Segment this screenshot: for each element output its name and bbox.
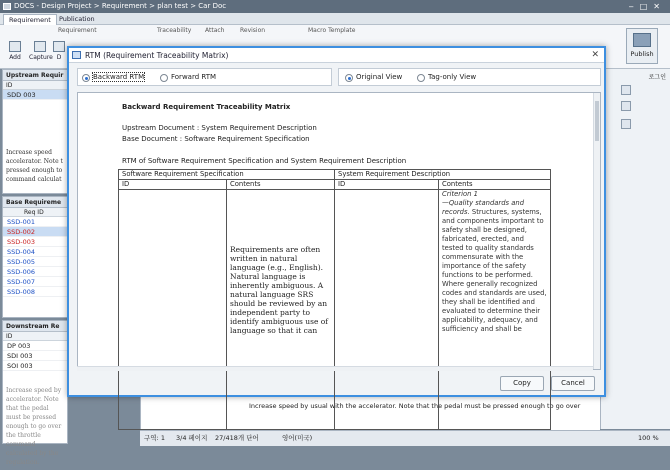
base-col-req-id: Req ID	[24, 209, 44, 216]
base-row[interactable]: SSD-008	[3, 287, 67, 297]
sys-id-cell	[335, 190, 439, 430]
radio-indicator	[82, 74, 90, 82]
forward-rtm-radio[interactable]	[160, 72, 216, 83]
status-zoom: 100 %	[638, 434, 659, 442]
ribbon-tab-row	[0, 13, 670, 25]
tab-publication[interactable]: Publication	[59, 15, 95, 23]
base-row[interactable]: SSD-003	[3, 237, 67, 247]
status-page: 3/4 페이지	[176, 434, 208, 442]
radio-indicator	[345, 74, 353, 82]
capture-icon	[34, 41, 46, 52]
downstream-description: Increase speed by accelerator. Note that the pedal must be pressed enough to go over the throttle command calculated by the regulation.	[6, 387, 62, 466]
horizontal-scrollbar[interactable]	[77, 366, 593, 371]
status-language: 영어(미국)	[282, 434, 313, 442]
base-row[interactable]: SSD-005	[3, 257, 67, 267]
capture-button-label: Capture	[29, 54, 53, 61]
close-icon[interactable]: ✕	[591, 50, 599, 60]
downstream-row[interactable]: DP 003	[3, 341, 67, 351]
base-row[interactable]: SSD-007	[3, 277, 67, 287]
add-icon	[9, 41, 21, 52]
base-row[interactable]: SSD-002	[3, 227, 67, 237]
rtm-dialog	[67, 46, 606, 397]
cancel-button[interactable]: Cancel	[551, 376, 595, 391]
backward-rtm-radio[interactable]	[82, 72, 144, 83]
capture-button[interactable]	[29, 41, 51, 61]
table-column-header-row	[119, 180, 551, 190]
ribbon-group-requirement: Requirement	[58, 27, 97, 34]
downstream-col-id: ID	[6, 333, 13, 340]
base-row[interactable]: SSD-004	[3, 247, 67, 257]
table-caption: RTM of Software Requirement Specification and System Requirement Description	[122, 157, 407, 165]
app-title-bar	[0, 0, 670, 13]
srs-contents-cell: Requirements are often written in natural language (e.g., English). Natural language is inherently ambiguous. A natural language SRS should be reviewed by an independent party to identify ambiguous use of language so that it can	[227, 190, 335, 430]
srs-group-header: Software Requirement Specification	[119, 170, 335, 180]
upstream-pane-title: Upstream Requir	[3, 70, 67, 81]
srs-id-header: ID	[119, 180, 227, 190]
table-row	[119, 190, 551, 430]
upstream-spacer	[3, 100, 67, 145]
binoculars-icon[interactable]	[621, 85, 631, 95]
scroll-thumb[interactable]	[595, 101, 599, 141]
upstream-row-id: SDD 003	[7, 91, 36, 99]
copy-button[interactable]: Copy	[500, 376, 544, 391]
doc-paragraph: Increase speed by usual with the accelerator. Note that the pedal must be pressed enough to go over	[249, 402, 581, 410]
base-row[interactable]: SSD-006	[3, 267, 67, 277]
d-button[interactable]	[52, 41, 66, 61]
upstream-requirements-pane	[2, 69, 68, 194]
publish-icon	[633, 33, 651, 47]
right-panel-label: 로그인	[648, 74, 666, 81]
downstream-spacer	[3, 371, 67, 383]
rtm-document-viewer[interactable]	[77, 92, 601, 370]
downstream-column-header	[3, 332, 67, 341]
add-button[interactable]	[4, 41, 26, 61]
ribbon-group-traceability: Traceability	[157, 27, 192, 34]
upstream-col-id: ID	[6, 82, 13, 89]
sys-criterion-title: —Quality standards and records.	[442, 199, 525, 216]
view-radio-group	[338, 68, 601, 86]
d-button-label: D	[56, 54, 62, 61]
sys-criterion: Criterion 1	[442, 190, 478, 198]
dialog-title-bar	[69, 48, 604, 63]
table-group-header-row	[119, 170, 551, 180]
status-bar	[140, 430, 670, 446]
sys-criterion-text: Structures, systems, and components important to safety shall be designed, fabricated, erected, and tested to quality standards commensurate with the importance of the safety functions to be performed. Where generally recognized codes and standards are used, they shall be identified and evaluated to determine their applicability, adequacy, and sufficiency and shall be	[442, 208, 547, 333]
radio-indicator	[160, 74, 168, 82]
base-row[interactable]: SSD-001	[3, 217, 67, 227]
original-view-label: Original View	[356, 73, 403, 81]
sys-id-header: ID	[335, 180, 439, 190]
sys-contents-header: Contents	[439, 180, 551, 190]
rtm-table	[118, 169, 551, 430]
publish-label: Publish	[630, 50, 654, 58]
upstream-description: Increase speed accelerator. Note t pressed enough to command calculat	[6, 149, 63, 183]
document-icon	[53, 41, 65, 52]
status-section: 구역: 1	[144, 434, 165, 442]
rtm-title: Backward Requirement Traceability Matrix	[122, 103, 291, 111]
tag-only-view-label: Tag-only View	[428, 73, 477, 81]
publish-button[interactable]	[626, 28, 658, 64]
add-button-label: Add	[9, 54, 21, 61]
base-requirements-pane	[2, 196, 68, 318]
ribbon-group-attach: Attach	[205, 27, 225, 34]
ribbon-group-macro-template: Macro Template	[308, 27, 356, 34]
srs-contents-header: Contents	[227, 180, 335, 190]
window-controls[interactable]: ‒□✕	[628, 2, 666, 11]
downstream-pane-title: Downstream Re	[3, 321, 67, 332]
app-title: DOCS - Design Project > Requirement > plan test > Car Doc	[14, 2, 227, 10]
backward-rtm-label: Backward RTM	[93, 73, 145, 81]
tool-icon[interactable]	[621, 119, 631, 129]
downstream-row[interactable]: SDI 003	[3, 351, 67, 361]
upstream-row[interactable]	[3, 90, 67, 100]
dialog-title: RTM (Requirement Traceability Matrix)	[85, 51, 229, 60]
srs-id-cell	[119, 190, 227, 430]
upstream-column-header	[3, 81, 67, 90]
status-words: 27/418개 단어	[215, 434, 259, 442]
tool-icon[interactable]	[621, 101, 631, 111]
vertical-scrollbar[interactable]	[593, 93, 600, 369]
sys-group-header: System Requirement Description	[335, 170, 551, 180]
radio-indicator	[417, 74, 425, 82]
base-document-line: Base Document : Software Requirement Specification	[122, 135, 310, 143]
right-tool-panel	[600, 69, 670, 429]
direction-radio-group	[77, 68, 332, 86]
tag-only-view-radio[interactable]	[417, 72, 476, 83]
sys-contents-cell	[439, 190, 551, 430]
upstream-document-line: Upstream Document : System Requirement Description	[122, 124, 317, 132]
tab-requirement[interactable]: Requirement	[3, 14, 57, 25]
base-column-header	[3, 208, 67, 217]
app-icon	[3, 3, 11, 10]
downstream-requirements-pane	[2, 320, 68, 466]
dialog-icon	[72, 51, 81, 59]
ribbon-group-revision: Revision	[240, 27, 266, 34]
forward-rtm-label: Forward RTM	[171, 73, 217, 81]
original-view-radio[interactable]	[345, 72, 402, 83]
downstream-row[interactable]: SOI 003	[3, 361, 67, 371]
base-pane-title: Base Requireme	[3, 197, 67, 208]
